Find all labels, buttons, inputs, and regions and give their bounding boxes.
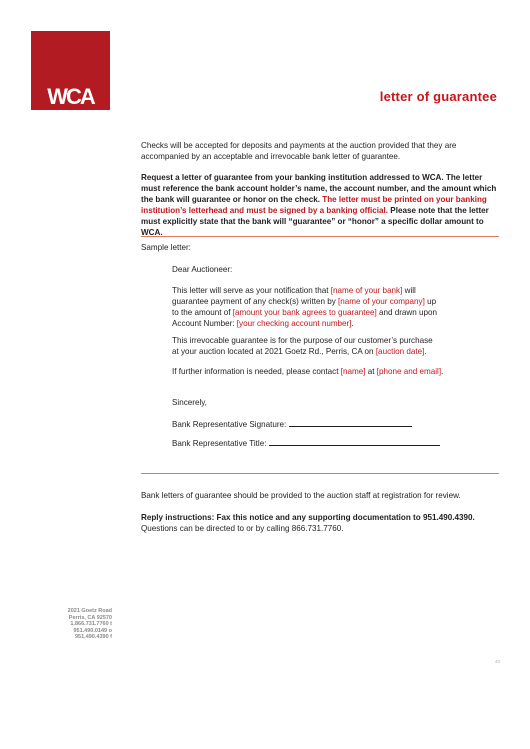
- address-fax: 951.490.4390 f: [74, 634, 112, 641]
- placeholder-auction-date: [auction date]: [375, 347, 425, 356]
- address-phone: 1.866.731.7760 t: [70, 621, 112, 628]
- address-line: Perris, CA 92570: [68, 614, 112, 621]
- company-address: [40, 608, 112, 641]
- divider-top: [141, 236, 499, 237]
- reply-instructions: [141, 512, 499, 534]
- letter-paragraph-1: [172, 285, 440, 329]
- address-office: 951.490.0149 o: [73, 627, 112, 634]
- wca-logo: [31, 31, 110, 110]
- title-blank: [269, 437, 440, 446]
- title-label: Bank Representative Title:: [172, 439, 267, 448]
- request-text-1: Request a letter of guarantee from your banking institution addressed to WCA. The letter must reference the bank account holder’s name, the account number, and the amount which the bank will guarantee or honor on the check.: [141, 173, 497, 204]
- placeholder-phone-email: [phone and email]: [376, 367, 442, 376]
- text: .: [351, 319, 354, 328]
- sample-label: Sample letter:: [141, 243, 191, 252]
- letter-greeting: Dear Auctioneer:: [172, 265, 233, 274]
- address-line: 2021 Goetz Road: [67, 608, 112, 614]
- placeholder-contact-name: [name]: [340, 367, 366, 376]
- request-paragraph: [141, 172, 499, 238]
- text: This letter will serve as your notification that: [172, 286, 331, 295]
- page-number: 40: [494, 659, 500, 664]
- placeholder-account-number: [your checking account number]: [236, 319, 352, 328]
- signature-line: [172, 418, 472, 430]
- request-text-3: Please note that the letter must explicitly state that the bank will “guarantee” or “honor” a specific dollar amount to WCA.: [141, 206, 489, 237]
- text: will guarantee payment of any check(s) written by: [172, 286, 416, 306]
- text: .: [441, 367, 444, 376]
- letter-closing: Sincerely,: [172, 398, 207, 407]
- text: up to the amount of: [172, 297, 437, 317]
- reply-bold: Reply instructions: Fax this notice and any supporting documentation to 951.490.4390.: [141, 513, 475, 522]
- intro-text: Checks will be accepted for deposits and payments at the auction provided that they are accompanied by an acceptable and irrevocable bank letter of guarantee.: [141, 141, 457, 161]
- text: This irrevocable guarantee is for the purpose of our customer’s purchase at your auction located at 2021 Goetz Rd., Perris, CA on: [172, 336, 433, 356]
- document-title: letter of guarantee: [379, 89, 497, 104]
- divider-bottom: [141, 473, 499, 474]
- footer-note: Bank letters of guarantee should be provided to the auction staff at registration for review.: [141, 491, 461, 500]
- text: .: [424, 347, 427, 356]
- reply-rest: Questions can be directed to or by calling 866.731.7760.: [141, 524, 344, 533]
- signature-blank: [289, 418, 412, 427]
- text: at: [365, 367, 377, 376]
- intro-paragraph: [141, 140, 499, 162]
- letter-paragraph-2: [172, 335, 440, 357]
- text: If further information is needed, please contact: [172, 367, 341, 376]
- placeholder-company-name: [name of your company]: [338, 297, 425, 306]
- placeholder-bank-name: [name of your bank]: [330, 286, 403, 295]
- signature-label: Bank Representative Signature:: [172, 420, 287, 429]
- text: and drawn upon Account Number:: [172, 308, 438, 328]
- request-text-2: The letter must be printed on your banking institution’s letterhead and must be signed by a banking official.: [141, 195, 487, 215]
- title-line: [172, 437, 472, 449]
- letter-paragraph-3: [172, 366, 472, 377]
- logo-text: WCA: [47, 84, 94, 109]
- placeholder-amount: [amount your bank agrees to guarantee]: [232, 308, 377, 317]
